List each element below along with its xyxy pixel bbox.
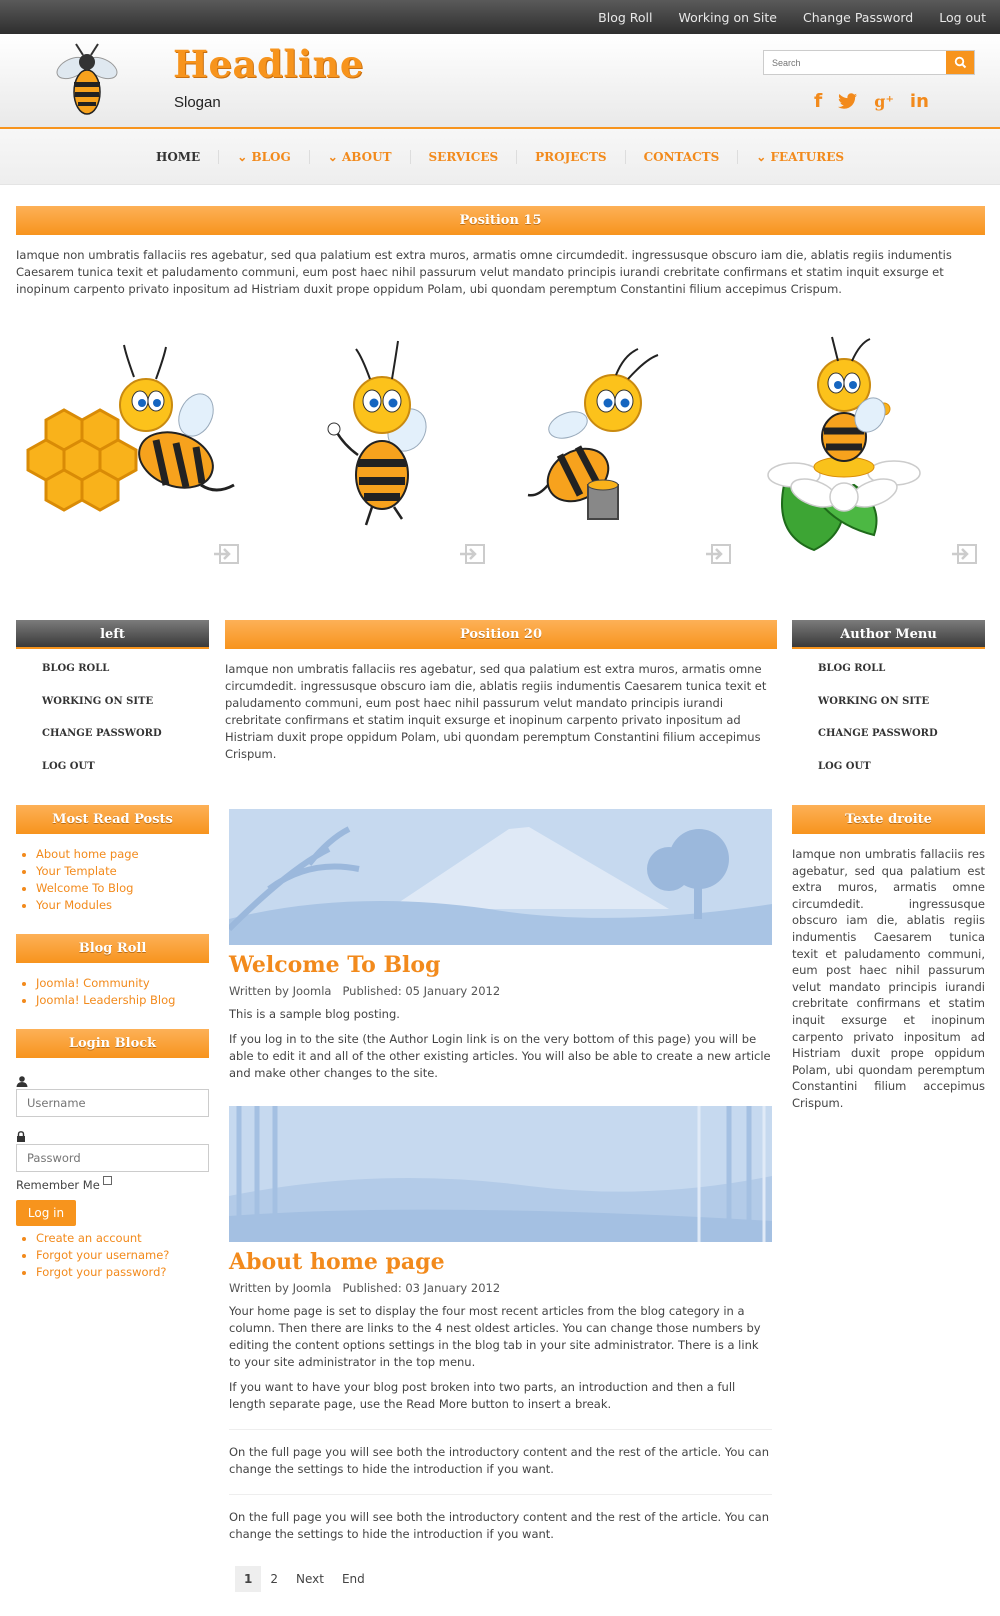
article-date: Published: 03 January 2012 (342, 1281, 501, 1295)
nav-projects-label: PROJECTS (535, 149, 607, 164)
search-button[interactable] (946, 51, 974, 74)
remember-me (16, 1178, 209, 1192)
search-box (763, 50, 975, 75)
left-menu-item-log-out[interactable]: LOG OUT (42, 760, 95, 772)
texte-droite-title: Texte droite (792, 805, 985, 834)
article-date: Published: 05 January 2012 (342, 984, 501, 998)
bee-card-honeycomb[interactable] (16, 335, 246, 575)
most-read-title: Most Read Posts (16, 805, 209, 834)
most-read-link[interactable]: About home page (36, 847, 139, 861)
site-header (0, 34, 1000, 129)
bee-card-bucket[interactable] (508, 335, 738, 575)
texte-droite-text: Iamque non umbratis fallaciis res agebatur, sed qua palatium est extra muros, armatis omne circumdedit. ingressusque obscuro iam die, ablatis regiis indumentis Caesarem tunica texit et paludamento communi, eum post haec nihil passurum velut mandato principis iurandi crebritate confirmans et statim inquit exsurge et inopinum carpento privato inpositum ad Histriam duxit prope oppidum Polam, ubi quondam peremptum Constantini filium accepimus Crispum. (792, 847, 985, 1110)
forgot-username-link[interactable]: Forgot your username? (36, 1248, 170, 1262)
article-paragraph: On the full page you will see both the introductory content and the rest of the article. You can change the settings to hide the introduction if you want. (229, 1445, 769, 1476)
article-paragraph: On the full page you will see both the introductory content and the rest of the article. You can change the settings to hide the introduction if you want. (229, 1510, 769, 1541)
google-plus-icon[interactable]: g⁺ (874, 91, 894, 111)
most-read-list (16, 834, 209, 914)
list-item (36, 975, 209, 992)
top-link-working-on-site[interactable]: Working on Site (678, 9, 777, 25)
twitter-icon[interactable] (838, 93, 858, 109)
read-more-icon[interactable] (214, 543, 240, 565)
article-divider (229, 1494, 772, 1495)
user-icon (16, 1076, 28, 1087)
login-button[interactable]: Log in (16, 1200, 76, 1226)
search-icon (954, 56, 967, 69)
article-paragraph: If you log in to the site (the Author Login link is on the very bottom of this page) you will be able to edit it and all of the other existing articles. You will also be able to create a new article and make other changes to the site. (229, 1032, 771, 1080)
site-slogan: Slogan (174, 94, 221, 111)
position-15-text: Iamque non umbratis fallaciis res agebatur, sed qua palatium est extra muros, armatis omne circumdedit. ingressusque obscuro iam die, ablatis regiis indumentis Caesarem tunica texit et paludamento communi, eum post haec nihil passurum velut mandato principis iurandi crebritate confirmans et statim inquit exsurge et inopinum carpento privato inpositum ad Histriam duxit prope oppidum Polam, ubi quondam peremptum Constantini filium accepimus Crispum. (16, 248, 952, 296)
main-content (225, 620, 777, 1543)
linkedin-icon[interactable]: in (909, 90, 929, 112)
author-menu-item-working-on-site[interactable]: WORKING ON SITE (818, 695, 930, 707)
login-links (16, 1226, 209, 1281)
nav-home[interactable] (138, 150, 219, 164)
author-menu-item-log-out[interactable]: LOG OUT (818, 760, 871, 772)
forgot-password-link[interactable]: Forgot your password? (36, 1265, 167, 1279)
nav-about[interactable] (310, 150, 411, 164)
most-read-link[interactable]: Your Modules (36, 898, 113, 912)
bee-honeycomb-image (16, 335, 246, 535)
list-item (36, 992, 209, 1009)
login-title: Login Block (16, 1029, 209, 1058)
nav-projects[interactable] (517, 150, 625, 164)
nav-services[interactable] (411, 150, 518, 164)
page-end[interactable]: End (341, 1572, 365, 1586)
article-image-mountain (229, 809, 772, 945)
social-links (814, 90, 929, 112)
bee-waving-image (262, 335, 492, 535)
bee-card-waving[interactable] (262, 335, 492, 575)
article-paragraph: If you want to have your blog post broken into two parts, an introduction and then a full length separate page, use the Read More button to insert a break. (229, 1380, 736, 1411)
lock-icon (16, 1131, 26, 1142)
blog-roll-module (16, 934, 209, 1009)
main-nav (0, 129, 1000, 185)
read-more-icon[interactable] (460, 543, 486, 565)
blog-roll-list (16, 963, 209, 1009)
article-title[interactable]: Welcome To Blog (229, 952, 441, 978)
bee-bucket-image (508, 335, 738, 535)
top-link-change-password[interactable]: Change Password (803, 9, 914, 25)
list-item (36, 846, 209, 863)
blog-article (229, 1082, 772, 1543)
read-more-icon[interactable] (706, 543, 732, 565)
read-more-icon[interactable] (952, 543, 978, 565)
right-sidebar (792, 620, 985, 1112)
password-field[interactable] (16, 1144, 209, 1172)
nav-features-label: FEATURES (770, 149, 845, 164)
login-module (16, 1029, 209, 1281)
list-item (36, 1264, 209, 1281)
remember-me-checkbox[interactable] (103, 1176, 112, 1185)
article-meta (229, 984, 772, 998)
position-20-text: Iamque non umbratis fallaciis res agebatur, sed qua palatium est extra muros, armatis omne circumdedit. ingressusque obscuro iam die, ablatis regiis indumentis Caesarem tunica texit et paludamento communi, eum post haec nihil passurum velut mandato principis iurandi crebritate confirmans et statim inquit exsurge et inopinum carpento privato inpositum ad Histriam duxit prope oppidum Polam, ubi quondam peremptum Constantini filium accepimus Crispum. (225, 662, 767, 761)
article-image-bamboo (229, 1106, 772, 1242)
pagination (235, 1566, 374, 1592)
position-15-title: Position 15 (16, 206, 985, 235)
author-menu-item-blog-roll[interactable]: BLOG ROLL (818, 663, 886, 674)
page-1[interactable]: 1 (235, 1566, 261, 1592)
article-meta (229, 1281, 772, 1295)
list-item (36, 1247, 209, 1264)
chevron-down-icon: ⌄ (756, 149, 771, 164)
most-read-link[interactable]: Your Template (36, 864, 117, 878)
article-divider (229, 1429, 772, 1430)
nav-contacts-label: CONTACTS (643, 149, 720, 164)
blog-roll-link[interactable]: Joomla! Leadership Blog (36, 993, 176, 1007)
article-paragraph: Your home page is set to display the four most recent articles from the blog category in a column. Then there are links to the 4 nest oldest articles. You can change those numbers by editing the content options settings in the blog tab in your site administrator. There is a link to your site administrator in the top menu. (229, 1304, 761, 1369)
article-author: Written by Joomla (229, 1281, 332, 1295)
page-2[interactable]: 2 (270, 1572, 278, 1586)
position-20-title: Position 20 (225, 620, 777, 649)
page-next[interactable]: Next (296, 1572, 324, 1586)
remember-me-label: Remember Me (16, 1178, 100, 1192)
login-form (16, 1058, 209, 1281)
username-field[interactable] (16, 1089, 209, 1117)
left-sidebar (16, 620, 209, 1281)
top-bar (0, 0, 1000, 34)
blog-roll-title: Blog Roll (16, 934, 209, 963)
nav-home-label: HOME (155, 149, 201, 164)
nav-blog-label: BLOG (251, 149, 291, 164)
list-item (36, 880, 209, 897)
site-title[interactable]: Headline (173, 42, 364, 86)
left-menu-item-blog-roll[interactable]: BLOG ROLL (42, 663, 110, 674)
texte-droite-module (792, 805, 985, 1112)
article-author: Written by Joomla (229, 984, 332, 998)
top-link-log-out[interactable]: Log out (939, 9, 986, 25)
search-input[interactable] (764, 51, 946, 74)
chevron-down-icon: ⌄ (327, 149, 342, 164)
list-item (36, 897, 209, 914)
chevron-down-icon: ⌄ (237, 149, 252, 164)
nav-services-label: SERVICES (428, 149, 499, 164)
author-menu (792, 649, 985, 791)
top-link-blog-roll[interactable]: Blog Roll (598, 9, 653, 25)
left-menu-item-change-password[interactable]: CHANGE PASSWORD (42, 728, 162, 739)
article-title[interactable]: About home page (229, 1249, 445, 1275)
create-account-link[interactable]: Create an account (36, 1231, 142, 1245)
position-15-module (16, 206, 985, 298)
blog-roll-link[interactable]: Joomla! Community (36, 976, 150, 990)
bee-card-flower[interactable] (754, 335, 984, 575)
author-menu-title: Author Menu (792, 620, 985, 649)
left-menu-item-working-on-site[interactable]: WORKING ON SITE (42, 695, 154, 707)
list-item (36, 863, 209, 880)
author-menu-item-change-password[interactable]: CHANGE PASSWORD (818, 728, 938, 739)
nav-blog[interactable] (219, 150, 310, 164)
nav-contacts[interactable] (626, 150, 739, 164)
most-read-link[interactable]: Welcome To Blog (36, 881, 134, 895)
bee-gallery (16, 335, 985, 575)
left-menu-title: left (16, 620, 209, 649)
nav-features[interactable] (738, 150, 862, 164)
article-paragraph: This is a sample blog posting. (229, 1007, 400, 1021)
bee-flower-image (754, 335, 984, 555)
nav-about-label: ABOUT (341, 149, 392, 164)
bee-logo-icon[interactable] (50, 40, 124, 118)
most-read-module (16, 805, 209, 914)
blog-article (229, 763, 772, 1082)
list-item (36, 1230, 209, 1247)
facebook-icon[interactable]: f (814, 90, 823, 112)
left-menu (16, 649, 209, 791)
